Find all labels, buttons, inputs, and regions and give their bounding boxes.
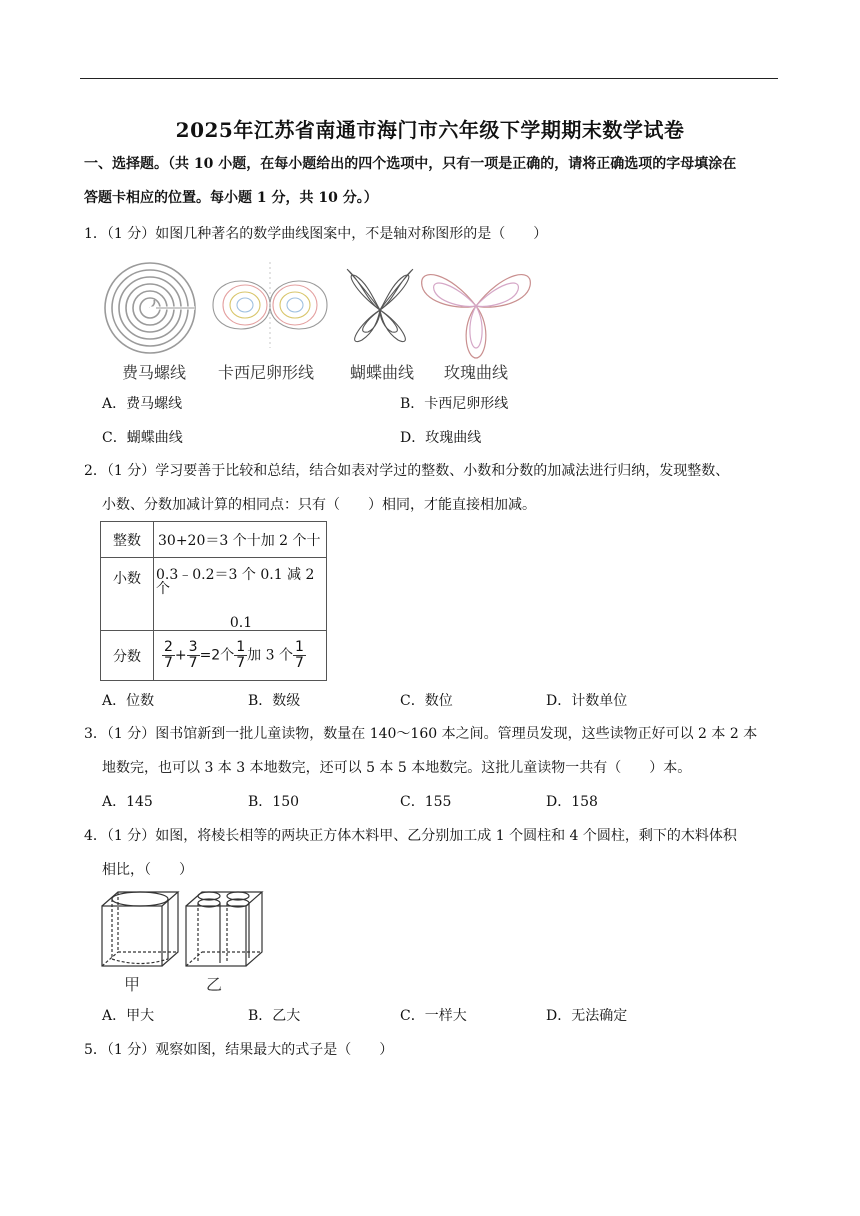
q4-option-b[interactable]: B．乙大	[248, 1008, 301, 1024]
section-instructions-line2: 答题卡相应的位置。每小题 1 分，共 10 分。）	[84, 190, 378, 206]
page-title: 2025年江苏省南通市海门市六年级下学期期末数学试卷	[175, 118, 685, 142]
table-head-fraction: 分数	[101, 631, 154, 681]
q2-comparison-table	[100, 521, 327, 681]
cube-yi-image	[186, 892, 262, 966]
header-rule	[80, 78, 778, 79]
table-head-integer: 整数	[101, 522, 154, 558]
q1-option-c[interactable]: C．蝴蝶曲线	[102, 430, 183, 446]
table-body-decimal	[154, 558, 327, 631]
decimal-row-line2: 0.1	[229, 615, 253, 631]
q1-option-a[interactable]: A．费马螺线	[102, 396, 183, 412]
q2-option-a[interactable]: A．位数	[102, 693, 155, 709]
cassini-oval-image	[213, 262, 327, 348]
q3-stem-line2: 地数完，也可以 3 本 3 本地数完，还可以 5 本 5 本地数完。这批儿童读物一共有（ ）本。	[102, 760, 692, 776]
q3-option-d[interactable]: D．158	[546, 794, 598, 810]
q4-cubes-figure	[100, 886, 280, 994]
cube-jia-image	[102, 892, 178, 966]
q4-stem-line1: 4．（1 分）如图，将棱长相等的两块正方体木料甲、乙分别加工成 1 个圆柱和 4 个圆柱，剩下的木料体积	[84, 828, 737, 844]
q2-option-b[interactable]: B．数级	[248, 693, 301, 709]
q4-option-a[interactable]: A．甲大	[102, 1008, 155, 1024]
q3-option-a[interactable]: A．145	[102, 794, 153, 810]
fraction-2-7: $\frac{2}{7}$	[164, 639, 173, 671]
q1-label-fermat: 费马螺线	[122, 363, 187, 382]
q4-stem-line2: 相比，（ ）	[102, 862, 193, 878]
fermat-spiral-image	[105, 263, 195, 353]
table-body-fraction: $\frac{2}{7}$ + $\frac{3}{7}$ =2个 $\frac{1}{7}$ 加 3 个 $\frac{1}{7}$	[154, 631, 327, 681]
q4-label-yi: 乙	[206, 975, 223, 994]
q2-stem-line1: 2．（1 分）学习要善于比较和总结，结合如表对学过的整数、小数和分数的加减法进行归纳，发现整数、	[84, 463, 730, 479]
q3-option-c[interactable]: C．155	[400, 794, 452, 810]
q3-option-b[interactable]: B．150	[248, 794, 300, 810]
q1-option-d[interactable]: D．玫瑰曲线	[400, 430, 482, 446]
q1-option-b[interactable]: B．卡西尼卵形线	[400, 396, 509, 412]
fraction-3-7: $\frac{3}{7}$	[188, 639, 198, 671]
q1-label-butterfly: 蝴蝶曲线	[350, 363, 415, 382]
q2-stem-line2: 小数、分数加减计算的相同点：只有（ ）相同，才能直接相加减。	[102, 497, 536, 513]
q1-label-rose: 玫瑰曲线	[444, 363, 509, 382]
fraction-1-7-b: $\frac{1}{7}$	[294, 639, 304, 671]
table-head-decimal: 小数	[101, 558, 154, 631]
q1-label-cassini: 卡西尼卵形线	[218, 363, 315, 382]
section-instructions-line1: 一、选择题。（共 10 小题，在每小题给出的四个选项中，只有一项是正确的，请将正确选项的字母填涂在	[84, 156, 737, 172]
q3-stem-line1: 3．（1 分）图书馆新到一批儿童读物，数量在 140～160 本之间。管理员发现，这些读物正好可以 2 本 2 本	[84, 726, 758, 742]
rose-curve-image	[422, 275, 531, 358]
q4-label-jia: 甲	[124, 975, 141, 994]
q1-curves-figure	[100, 262, 532, 384]
q4-option-c[interactable]: C．一样大	[400, 1008, 467, 1024]
q4-option-d[interactable]: D．无法确定	[546, 1008, 628, 1024]
fraction-1-7-a: $\frac{1}{7}$	[236, 639, 246, 671]
table-body-integer: 30+20＝3 个十加 2 个十	[154, 522, 327, 558]
q2-option-c[interactable]: C．数位	[400, 693, 453, 709]
butterfly-curve-image	[347, 269, 412, 341]
q5-stem: 5．（1 分）观察如图，结果最大的式子是（ ）	[84, 1042, 394, 1058]
decimal-row-line1: 0.3﹣0.2＝3 个 0.1 减 2 个	[156, 567, 315, 597]
q2-option-d[interactable]: D．计数单位	[546, 693, 628, 709]
q1-stem: 1．（1 分）如图几种著名的数学曲线图案中，不是轴对称图形的是（ ）	[84, 226, 548, 242]
